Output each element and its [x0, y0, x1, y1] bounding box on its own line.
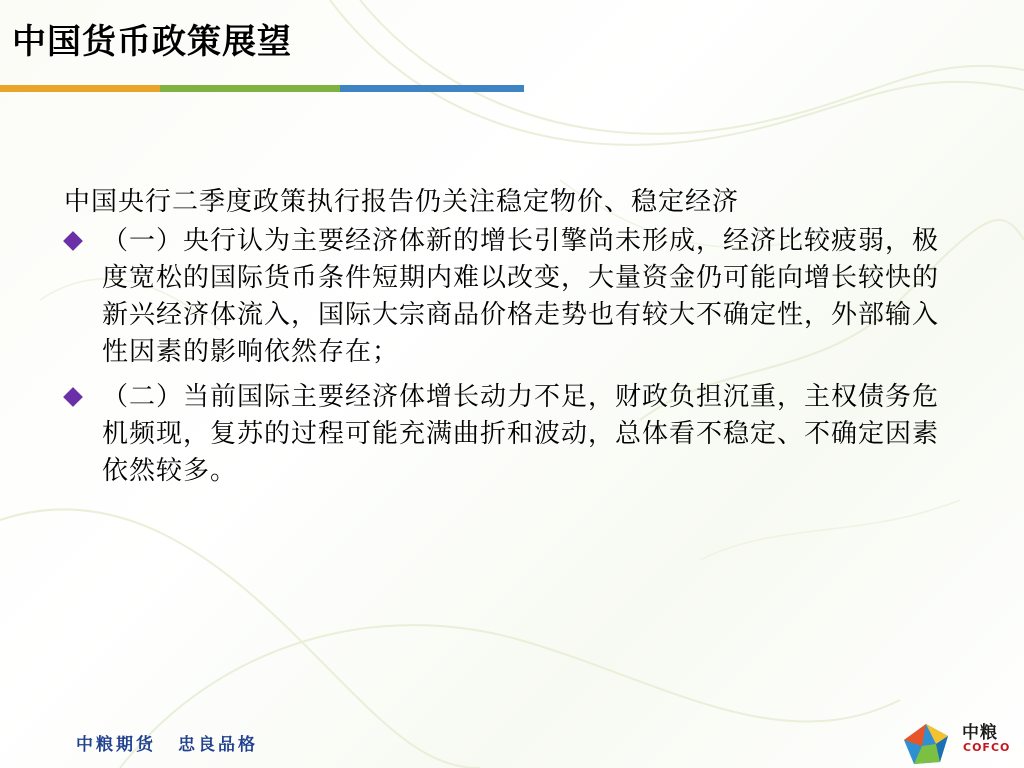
logo-chinese-name: 中粮 [962, 723, 998, 743]
bullet-text: （二）当前国际主要经济体增长动力不足，财政负担沉重，主权债务危机频现，复苏的过程可能充满曲折和波动，总体看不稳定、不确定因素依然较多。 [102, 382, 940, 486]
intro-paragraph: 中国央行二季度政策执行报告仍关注稳定物价、稳定经济 [64, 187, 740, 217]
diamond-bullet-icon [63, 387, 83, 407]
bullet-text: （一）央行认为主要经济体新的增长引擎尚未形成，经济比较疲弱，极度宽松的国际货币条件短期内难以改变，大量资金仍可能向增长较快的新兴经济体流入，国际大宗商品价格走势也有较大不确定性，外部输入性因素的影响依然存在； [102, 226, 940, 367]
slide-body [64, 184, 960, 498]
footer-slogan-left: 中粮期货 [76, 735, 156, 755]
footer-slogan-right: 忠良品格 [178, 735, 258, 755]
bullet-item [64, 379, 960, 490]
title-underline-bar [0, 85, 524, 92]
footer-slogan [76, 730, 258, 755]
bullet-item [64, 223, 960, 371]
title-bar-segment-green [160, 85, 340, 92]
title-bar-segment-blue [340, 85, 524, 92]
slide-title: 中国货币政策展望 [12, 22, 292, 62]
diamond-bullet-icon [63, 231, 83, 251]
logo-english-name: COFCO [963, 741, 1011, 754]
title-bar-segment-orange [0, 85, 160, 92]
